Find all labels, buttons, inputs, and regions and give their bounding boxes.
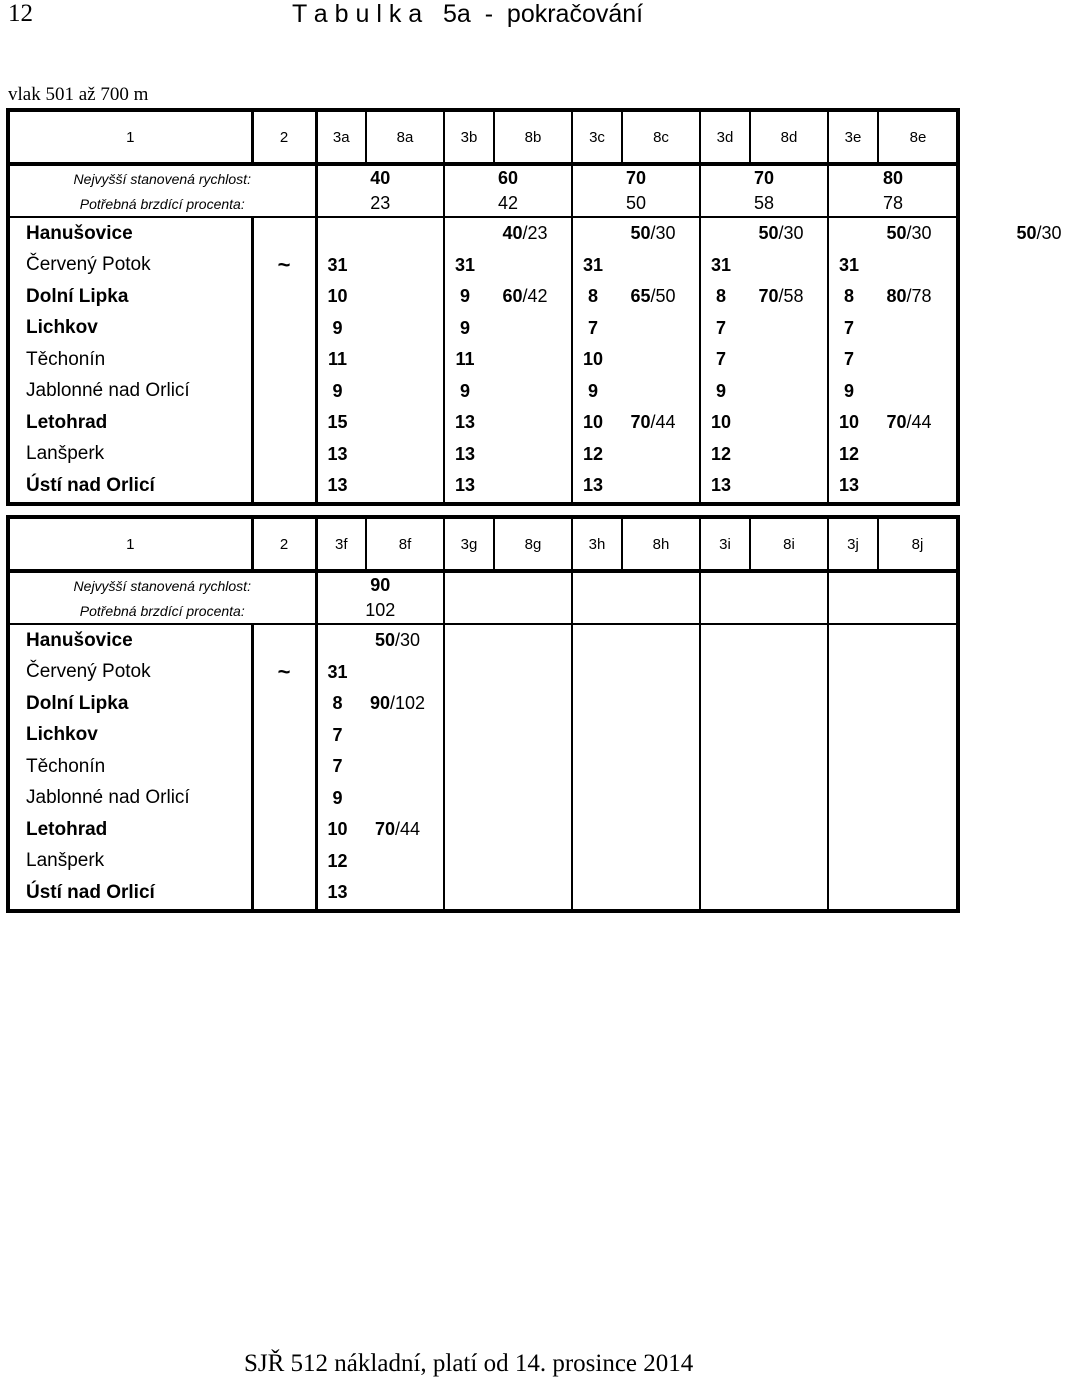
section-time: 12 <box>327 850 348 871</box>
section-time: 31 <box>454 254 476 275</box>
section-cell <box>316 657 444 689</box>
section-time: 7 <box>715 349 726 370</box>
station-row <box>8 281 958 313</box>
section-cell <box>700 877 828 911</box>
station-name: Lichkov <box>8 313 252 345</box>
max-speed-value <box>828 571 958 598</box>
section-cell <box>700 344 828 376</box>
page-number: 12 <box>8 0 33 27</box>
section-time: 12 <box>710 443 732 464</box>
section-cell <box>316 877 444 911</box>
section-cell <box>700 439 828 471</box>
station-name: Ústí nad Orlicí <box>8 470 252 504</box>
section-time: 12 <box>582 443 604 464</box>
section-cell <box>316 439 444 471</box>
station-marker <box>252 751 316 783</box>
section-cell <box>700 751 828 783</box>
section-cell <box>700 470 828 504</box>
column-header-2: 2 <box>252 517 316 571</box>
section-cell <box>316 313 444 345</box>
section-cell <box>700 720 828 752</box>
section-time: 12 <box>838 443 860 464</box>
station-row <box>8 624 958 657</box>
section-time: 9 <box>459 286 470 307</box>
section-cell <box>572 624 700 657</box>
section-cell <box>316 624 444 657</box>
section-cell <box>572 751 700 783</box>
speed-table-1 <box>6 108 1062 506</box>
column-header-8b: 8b <box>494 110 572 164</box>
column-header-row <box>8 110 958 164</box>
section-cell <box>828 720 958 752</box>
section-time: 9 <box>459 317 470 338</box>
section-cell <box>444 688 572 720</box>
brake-percent-value: 78 <box>828 191 958 217</box>
section-time: 13 <box>327 475 348 496</box>
station-row <box>8 783 958 815</box>
max-speed-row <box>8 571 958 598</box>
section-cell <box>572 376 700 408</box>
brake-percent-value <box>700 598 828 624</box>
station-marker <box>252 407 316 439</box>
section-cell <box>316 376 444 408</box>
section-speed-brake: 50/30 <box>374 630 421 651</box>
section-cell <box>700 846 828 878</box>
section-cell <box>700 376 828 408</box>
brake-percent-value <box>572 598 700 624</box>
station-name: Ústí nad Orlicí <box>8 877 252 911</box>
section-time: 31 <box>327 254 348 275</box>
section-time: 31 <box>710 254 732 275</box>
station-marker <box>252 783 316 815</box>
section-cell <box>316 344 444 376</box>
station-row <box>8 470 958 504</box>
station-name: Letohrad <box>8 407 252 439</box>
section-time: 7 <box>332 756 343 777</box>
section-time: 31 <box>582 254 604 275</box>
section-cell <box>316 814 444 846</box>
section-time: 8 <box>332 693 343 714</box>
section-time: 9 <box>332 787 343 808</box>
section-cell <box>316 217 444 250</box>
section-cell <box>572 783 700 815</box>
column-header-2: 2 <box>252 110 316 164</box>
section-cell <box>572 470 700 504</box>
section-cell <box>444 783 572 815</box>
station-row <box>8 313 958 345</box>
column-header-8i: 8i <box>750 517 828 571</box>
station-marker <box>252 470 316 504</box>
max-speed-label: Nejvyšší stanovená rychlost: <box>8 164 316 191</box>
station-row <box>8 814 958 846</box>
station-row <box>8 250 958 282</box>
station-name: Letohrad <box>8 814 252 846</box>
section-time: 15 <box>327 412 348 433</box>
section-cell <box>316 407 444 439</box>
max-speed-value: 70 <box>700 164 828 191</box>
column-header-3h: 3h <box>572 517 622 571</box>
section-cell <box>828 846 958 878</box>
section-speed-brake: 70/44 <box>374 819 421 840</box>
section-time: 9 <box>843 380 854 401</box>
max-speed-value: 70 <box>572 164 700 191</box>
section-cell <box>444 814 572 846</box>
max-speed-value: 80 <box>828 164 958 191</box>
section-cell <box>700 313 828 345</box>
section-cell <box>828 688 958 720</box>
section-time: 9 <box>332 380 343 401</box>
section-cell <box>572 313 700 345</box>
section-cell <box>444 313 572 345</box>
station-row <box>8 376 958 408</box>
section-cell <box>700 783 828 815</box>
station-row <box>8 688 958 720</box>
section-time: 13 <box>582 475 604 496</box>
station-name: Těchonín <box>8 751 252 783</box>
station-marker <box>252 720 316 752</box>
section-time: 13 <box>327 882 348 903</box>
station-name: Hanušovice <box>8 217 252 250</box>
brake-percent-label: Potřebná brzdící procenta: <box>8 598 316 624</box>
station-row <box>8 846 958 878</box>
station-name: Lichkov <box>8 720 252 752</box>
section-cell <box>572 439 700 471</box>
section-time: 13 <box>454 412 476 433</box>
station-name: Lanšperk <box>8 846 252 878</box>
section-cell <box>316 751 444 783</box>
column-header-8e: 8e <box>878 110 958 164</box>
section-time: 13 <box>454 475 476 496</box>
column-header-8f: 8f <box>366 517 444 571</box>
section-time: 31 <box>327 661 348 682</box>
section-time: 9 <box>715 380 726 401</box>
section-speed-brake: 60/42 <box>502 286 548 307</box>
brake-percent-label: Potřebná brzdící procenta: <box>8 191 316 217</box>
column-header-3g: 3g <box>444 517 494 571</box>
section-cell <box>316 783 444 815</box>
station-row <box>8 407 958 439</box>
section-speed-brake: 70/44 <box>630 412 676 433</box>
column-header-8d: 8d <box>750 110 828 164</box>
station-row <box>8 217 958 250</box>
section-time: 31 <box>838 254 860 275</box>
section-cell <box>700 250 828 282</box>
section-time: 9 <box>332 317 343 338</box>
brake-percent-value: 102 <box>316 598 444 624</box>
section-cell <box>828 250 958 282</box>
section-speed-brake: 50/30 <box>886 223 932 244</box>
section-cell <box>828 751 958 783</box>
brake-percent-value: 50 <box>572 191 700 217</box>
station-row <box>8 720 958 752</box>
station-name: Jablonné nad Orlicí <box>8 376 252 408</box>
section-time: 8 <box>587 286 598 307</box>
section-time: 10 <box>327 819 348 840</box>
section-cell <box>828 624 958 657</box>
station-marker <box>252 281 316 313</box>
section-cell <box>316 250 444 282</box>
station-row <box>8 439 958 471</box>
section-time: 10 <box>838 412 860 433</box>
station-marker <box>252 846 316 878</box>
section-cell <box>828 313 958 345</box>
section-cell <box>700 407 828 439</box>
section-time: 8 <box>715 286 726 307</box>
section-cell <box>572 250 700 282</box>
section-cell <box>572 846 700 878</box>
column-header-3a: 3a <box>316 110 366 164</box>
brake-percent-value: 42 <box>444 191 572 217</box>
station-row <box>8 751 958 783</box>
section-cell <box>700 657 828 689</box>
column-header-1: 1 <box>8 517 252 571</box>
station-name: Červený Potok <box>8 657 252 689</box>
section-cell <box>316 846 444 878</box>
station-name: Těchonín <box>8 344 252 376</box>
station-marker <box>252 217 316 250</box>
station-name: Červený Potok <box>8 250 252 282</box>
section-speed-brake: 50/30 <box>758 223 804 244</box>
max-speed-row <box>8 164 958 191</box>
page-title: T a b u l k a 5a - pokračování <box>292 0 644 28</box>
station-name: Hanušovice <box>8 624 252 657</box>
section-cell <box>444 281 572 313</box>
section-cell <box>572 657 700 689</box>
section-cell <box>828 281 958 313</box>
section-time: 13 <box>838 475 860 496</box>
station-marker <box>252 376 316 408</box>
column-header-3f: 3f <box>316 517 366 571</box>
column-header-8h: 8h <box>622 517 700 571</box>
section-cell <box>828 783 958 815</box>
section-speed-brake: 90/102 <box>369 693 426 714</box>
section-cell <box>444 344 572 376</box>
column-header-3d: 3d <box>700 110 750 164</box>
column-header-3j: 3j <box>828 517 878 571</box>
column-header-8j: 8j <box>878 517 958 571</box>
column-header-8c: 8c <box>622 110 700 164</box>
section-cell <box>828 470 958 504</box>
station-marker: ~ <box>252 250 316 282</box>
station-name: Dolní Lipka <box>8 688 252 720</box>
column-header-3i: 3i <box>700 517 750 571</box>
section-speed-brake: 80/78 <box>886 286 932 307</box>
section-cell <box>572 344 700 376</box>
section-cell <box>444 376 572 408</box>
section-time: 7 <box>587 317 598 338</box>
section-cell <box>828 814 958 846</box>
section-cell <box>828 407 958 439</box>
section-speed-brake: 65/50 <box>630 286 676 307</box>
section-time: 9 <box>459 380 470 401</box>
column-header-8a: 8a <box>366 110 444 164</box>
max-speed-value: 40 <box>316 164 444 191</box>
section-time: 7 <box>843 349 854 370</box>
section-cell <box>572 217 700 250</box>
section-cell <box>444 751 572 783</box>
section-cell <box>572 814 700 846</box>
brake-percent-value: 58 <box>700 191 828 217</box>
brake-percent-value <box>828 598 958 624</box>
section-cell <box>316 688 444 720</box>
station-row <box>8 657 958 689</box>
section-cell <box>572 720 700 752</box>
station-marker <box>252 814 316 846</box>
column-header-8g: 8g <box>494 517 572 571</box>
section-cell <box>700 281 828 313</box>
section-cell <box>572 877 700 911</box>
station-marker <box>252 313 316 345</box>
station-row <box>8 877 958 911</box>
section-cell <box>828 217 958 250</box>
station-row <box>8 344 958 376</box>
max-speed-value: 90 <box>316 571 444 598</box>
column-header-row <box>8 517 958 571</box>
speed-table-2 <box>6 515 960 913</box>
brake-percent-row <box>8 598 958 624</box>
section-cell <box>700 688 828 720</box>
section-cell <box>444 877 572 911</box>
section-time: 7 <box>843 317 854 338</box>
section-cell <box>444 846 572 878</box>
section-time: 7 <box>715 317 726 338</box>
brake-percent-row <box>8 191 958 217</box>
section-cell <box>828 439 958 471</box>
section-speed-brake: 50/30 <box>1016 222 1062 243</box>
column-header-1: 1 <box>8 110 252 164</box>
section-cell <box>316 470 444 504</box>
max-speed-value <box>700 571 828 598</box>
section-cell <box>572 688 700 720</box>
section-cell <box>444 657 572 689</box>
station-marker <box>252 688 316 720</box>
section-time: 10 <box>582 349 604 370</box>
column-header-3e: 3e <box>828 110 878 164</box>
section-time: 10 <box>582 412 604 433</box>
section-time: 7 <box>332 724 343 745</box>
section-cell <box>828 344 958 376</box>
section-time: 13 <box>454 443 476 464</box>
section-time: 10 <box>710 412 732 433</box>
station-marker <box>252 624 316 657</box>
station-marker <box>252 344 316 376</box>
section-cell <box>444 250 572 282</box>
section-time: 13 <box>327 443 348 464</box>
station-name: Lanšperk <box>8 439 252 471</box>
section-speed-brake: 70/44 <box>886 412 932 433</box>
train-range-subtitle: vlak 501 až 700 m <box>8 84 149 105</box>
section-time: 11 <box>327 349 348 370</box>
section-cell <box>444 217 572 250</box>
section-speed-brake: 50/30 <box>630 223 676 244</box>
section-cell <box>700 217 828 250</box>
station-name: Jablonné nad Orlicí <box>8 783 252 815</box>
section-cell <box>572 407 700 439</box>
max-speed-label: Nejvyšší stanovená rychlost: <box>8 571 316 598</box>
station-marker <box>252 439 316 471</box>
max-speed-value <box>572 571 700 598</box>
section-cell <box>316 720 444 752</box>
section-time: 13 <box>710 475 732 496</box>
section-cell <box>828 376 958 408</box>
station-marker <box>252 877 316 911</box>
section-cell <box>444 439 572 471</box>
section-cell <box>444 624 572 657</box>
section-time: 11 <box>455 349 475 370</box>
column-header-3c: 3c <box>572 110 622 164</box>
section-time: 9 <box>587 380 598 401</box>
column-header-3b: 3b <box>444 110 494 164</box>
brake-percent-value <box>444 598 572 624</box>
station-name: Dolní Lipka <box>8 281 252 313</box>
section-cell <box>572 281 700 313</box>
section-cell <box>700 624 828 657</box>
section-cell <box>828 657 958 689</box>
section-time: 10 <box>327 286 348 307</box>
section-cell <box>700 814 828 846</box>
section-cell <box>828 877 958 911</box>
section-cell <box>444 407 572 439</box>
section-cell <box>444 720 572 752</box>
section-speed-brake: 40/23 <box>502 223 548 244</box>
max-speed-value: 60 <box>444 164 572 191</box>
station-marker: ~ <box>252 657 316 689</box>
document-footer: SJŘ 512 nákladní, platí od 14. prosince 2014 <box>244 1350 694 1377</box>
brake-percent-value: 23 <box>316 191 444 217</box>
section-cell <box>444 470 572 504</box>
max-speed-value <box>444 571 572 598</box>
section-cell <box>316 281 444 313</box>
section-time: 8 <box>843 286 854 307</box>
section-speed-brake: 70/58 <box>758 286 804 307</box>
